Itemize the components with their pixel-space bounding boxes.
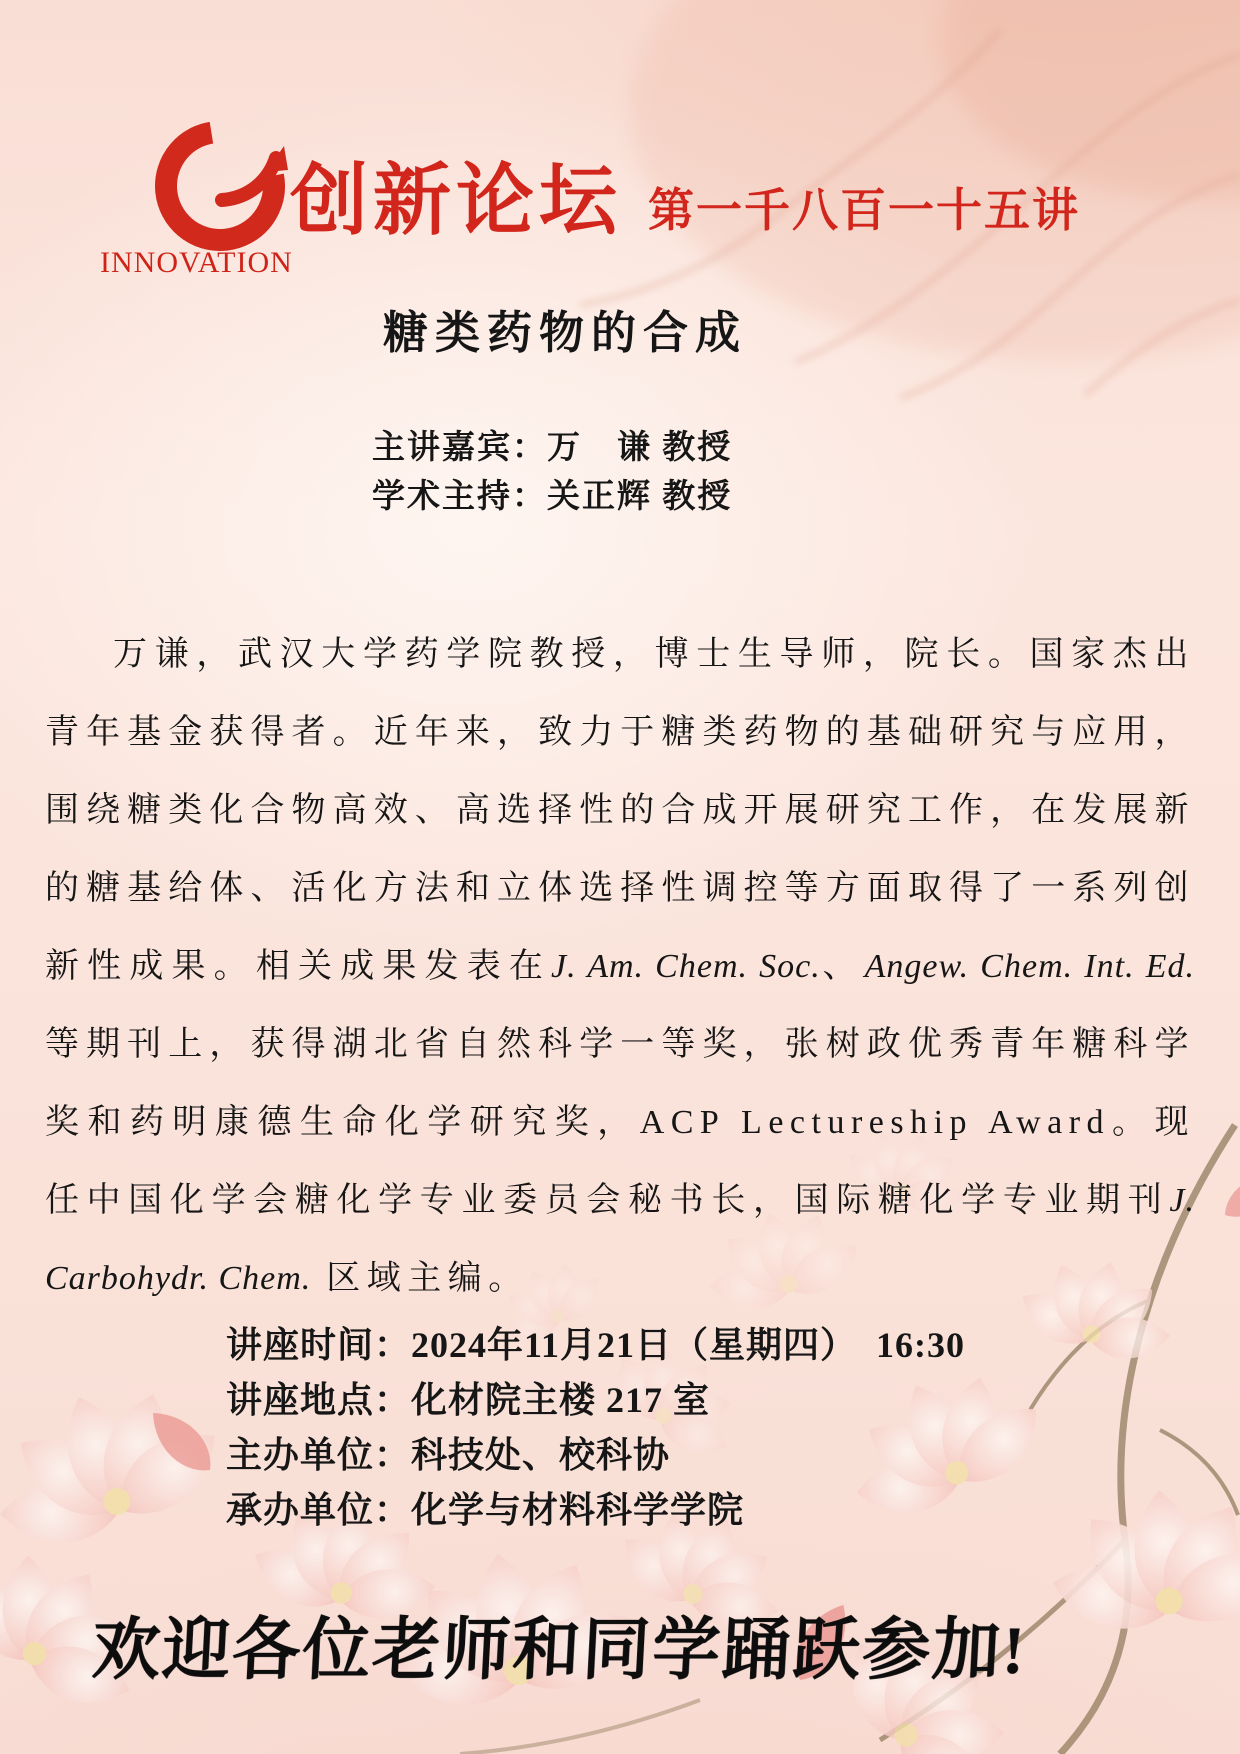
speaker-name: 万 谦 教授 [547, 430, 733, 466]
journal-name: J. Carbohydr. Chem. [45, 1182, 1195, 1297]
detail-location [226, 1373, 965, 1428]
host-line [372, 473, 732, 522]
forum-title: 创新论坛 [290, 156, 623, 244]
host-label: 学术主持： [372, 479, 547, 515]
speaker-label: 主讲嘉宾： [372, 430, 547, 466]
detail-value: 化材院主楼 217 室 [411, 1380, 711, 1420]
journal-name: Angew. Chem. Int. Ed. [864, 948, 1196, 985]
lecture-details [226, 1318, 965, 1538]
talk-title: 糖类药物的合成 [382, 308, 747, 358]
bio-text: 区域主编。 [311, 1260, 529, 1297]
detail-label: 主办单位： [226, 1435, 412, 1475]
bio-text: 、 [820, 948, 865, 985]
detail-organizer [226, 1428, 965, 1483]
speakers-block [372, 424, 732, 522]
host-name: 关正辉 教授 [547, 479, 733, 515]
lecture-number: 第一千八百一十五讲 [648, 184, 1080, 236]
detail-time [226, 1318, 965, 1373]
detail-label: 讲座时间： [226, 1325, 412, 1365]
detail-undertaker [226, 1483, 965, 1538]
detail-label: 承办单位： [226, 1490, 412, 1530]
speaker-line [372, 424, 732, 473]
welcome-message: 欢迎各位老师和同学踊跃参加! [90, 1612, 1030, 1688]
detail-value: 科技处、校科协 [411, 1435, 671, 1475]
detail-value: 化学与材料科学学院 [411, 1490, 745, 1530]
logo-text: INNOVATION [100, 246, 293, 279]
detail-label: 讲座地点： [226, 1380, 412, 1420]
journal-name: J. Am. Chem. Soc. [551, 948, 821, 985]
detail-value: 2024年11月21日（星期四） 16:30 [411, 1325, 966, 1365]
bio-text: 万谦，武汉大学药学院教授，博士生导师，院长。国家杰出青年基金获得者。近年来，致力于糖类药物的基础研究与应用，围绕糖类化合物高效、高选择性的合成开展研究工作，在发展新的糖基给体、活化方法和立体选择性调控等方面取得了一系列创新性成果。相关成果发表在 [45, 636, 1195, 985]
bio-text: 等期刊上，获得湖北省自然科学一等奖，张树政优秀青年糖科学奖和药明康德生命化学研究奖，ACP Lectureship Award。现任中国化学会糖化学专业委员会秘书长，国际糖化学专业期刊 [45, 1026, 1195, 1219]
speaker-bio [45, 616, 1195, 1318]
